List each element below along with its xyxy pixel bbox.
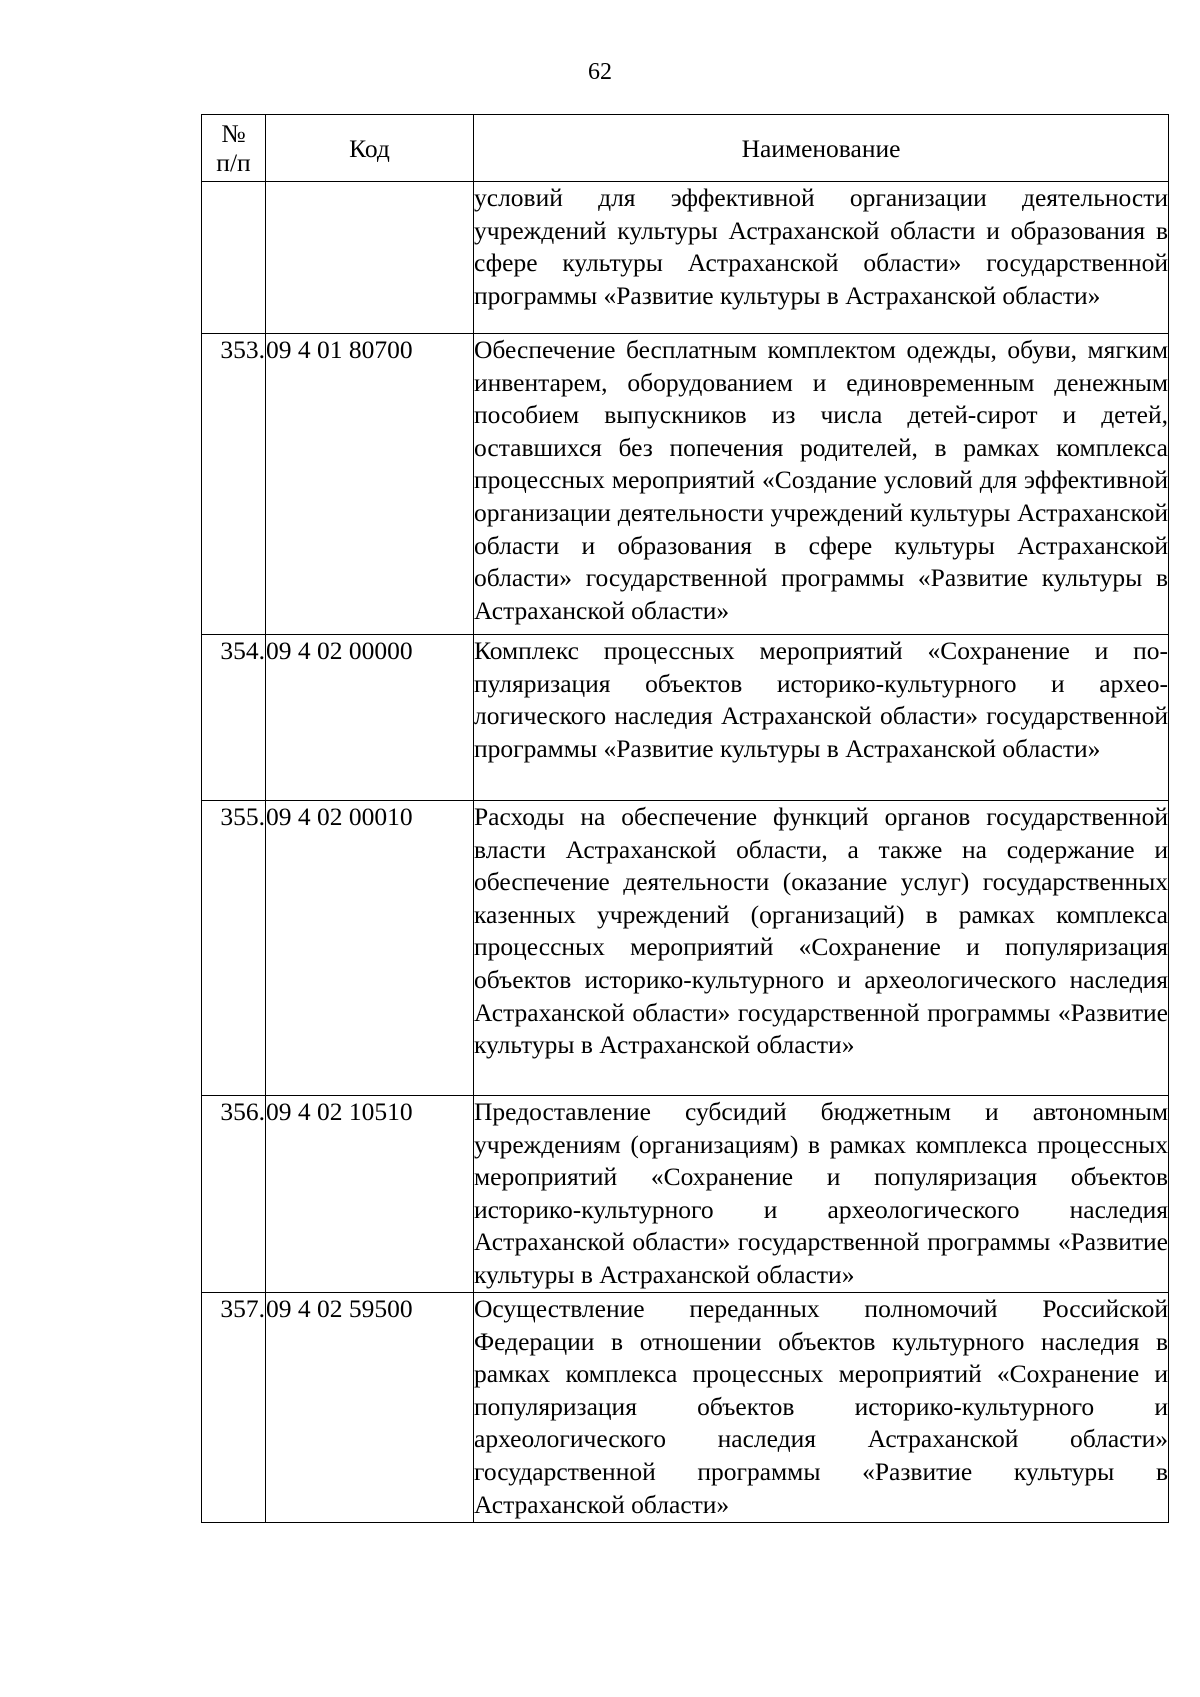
page-number: 62: [588, 59, 612, 85]
row-code: 09 4 02 59500: [266, 1293, 474, 1523]
header-number-sign: №: [221, 119, 246, 148]
row-code: 09 4 01 80700: [266, 334, 474, 635]
row-number: 354.: [202, 635, 266, 801]
row-code: 09 4 02 00000: [266, 635, 474, 801]
header-number: [202, 115, 266, 182]
table-row: [202, 334, 1169, 635]
table-body: [202, 182, 1169, 1523]
table-row: [202, 635, 1169, 801]
header-row: [202, 115, 1169, 182]
row-name: условий для эффективной организации деятельности учреждений культуры Астраханской области и образования в сфере культуры Астраханской области» государственной программы «Развитие культуры в Астраханской области»: [474, 182, 1169, 334]
header-code: Код: [266, 115, 474, 182]
row-name: Осуществление переданных полномочий Российской Федерации в отношении объектов культурного наследия в рамках комплекса процессных мероприятий «Сохранение и популяризация объектов историко-культурного и археологического наследия Астраханской области» государственной программы «Развитие культуры в Астраханской области»: [474, 1293, 1169, 1523]
row-number: 353.: [202, 334, 266, 635]
row-number: [202, 182, 266, 334]
table-row: [202, 1293, 1169, 1523]
row-name: Расходы на обеспечение функций органов государственной власти Астраханской области, а также на содержание и обеспечение деятельности (оказание услуг) государственных казенных учреждений (организаций) в рамках комплекса процессных мероприятий «Сохранение и популяризация объектов историко-культурного и археологического наследия Астраханской области» государственной программы «Развитие культуры в Астраханской области»: [474, 801, 1169, 1096]
table-row: [202, 182, 1169, 334]
row-code: 09 4 02 00010: [266, 801, 474, 1096]
row-number: 357.: [202, 1293, 266, 1523]
table-row: [202, 1096, 1169, 1293]
row-code: [266, 182, 474, 334]
row-name: Комплекс процессных мероприятий «Сохранение и популяризация объектов историко-культурного и археологического наследия Астраханской области» государственной программы «Развитие культуры в Астраханской области»: [474, 635, 1169, 801]
row-code: 09 4 02 10510: [266, 1096, 474, 1293]
budget-code-table: [201, 114, 1169, 1523]
row-number: 356.: [202, 1096, 266, 1293]
row-number: 355.: [202, 801, 266, 1096]
row-name: Обеспечение бесплатным комплектом одежды, обуви, мягким инвентарем, оборудованием и единовременным денежным пособием выпускников из числа детей-сирот и детей, оставшихся без попечения родителей, в рамках комплекса процессных мероприятий «Создание условий для эффективной организации деятельности учреждений культуры Астраханской области и образования в сфере культуры Астраханской области» государственной программы «Развитие культуры в Астраханской области»: [474, 334, 1169, 635]
header-number-pp: п/п: [216, 148, 251, 177]
header-name: Наименование: [474, 115, 1169, 182]
table-row: [202, 801, 1169, 1096]
row-name: Предоставление субсидий бюджетным и автономным учреждениям (организациям) в рамках комплекса процессных мероприятий «Сохранение и популяризация объектов историко-культурного и археологического наследия Астраханской области» государственной программы «Развитие культуры в Астраханской области»: [474, 1096, 1169, 1293]
table-header: [202, 115, 1169, 182]
